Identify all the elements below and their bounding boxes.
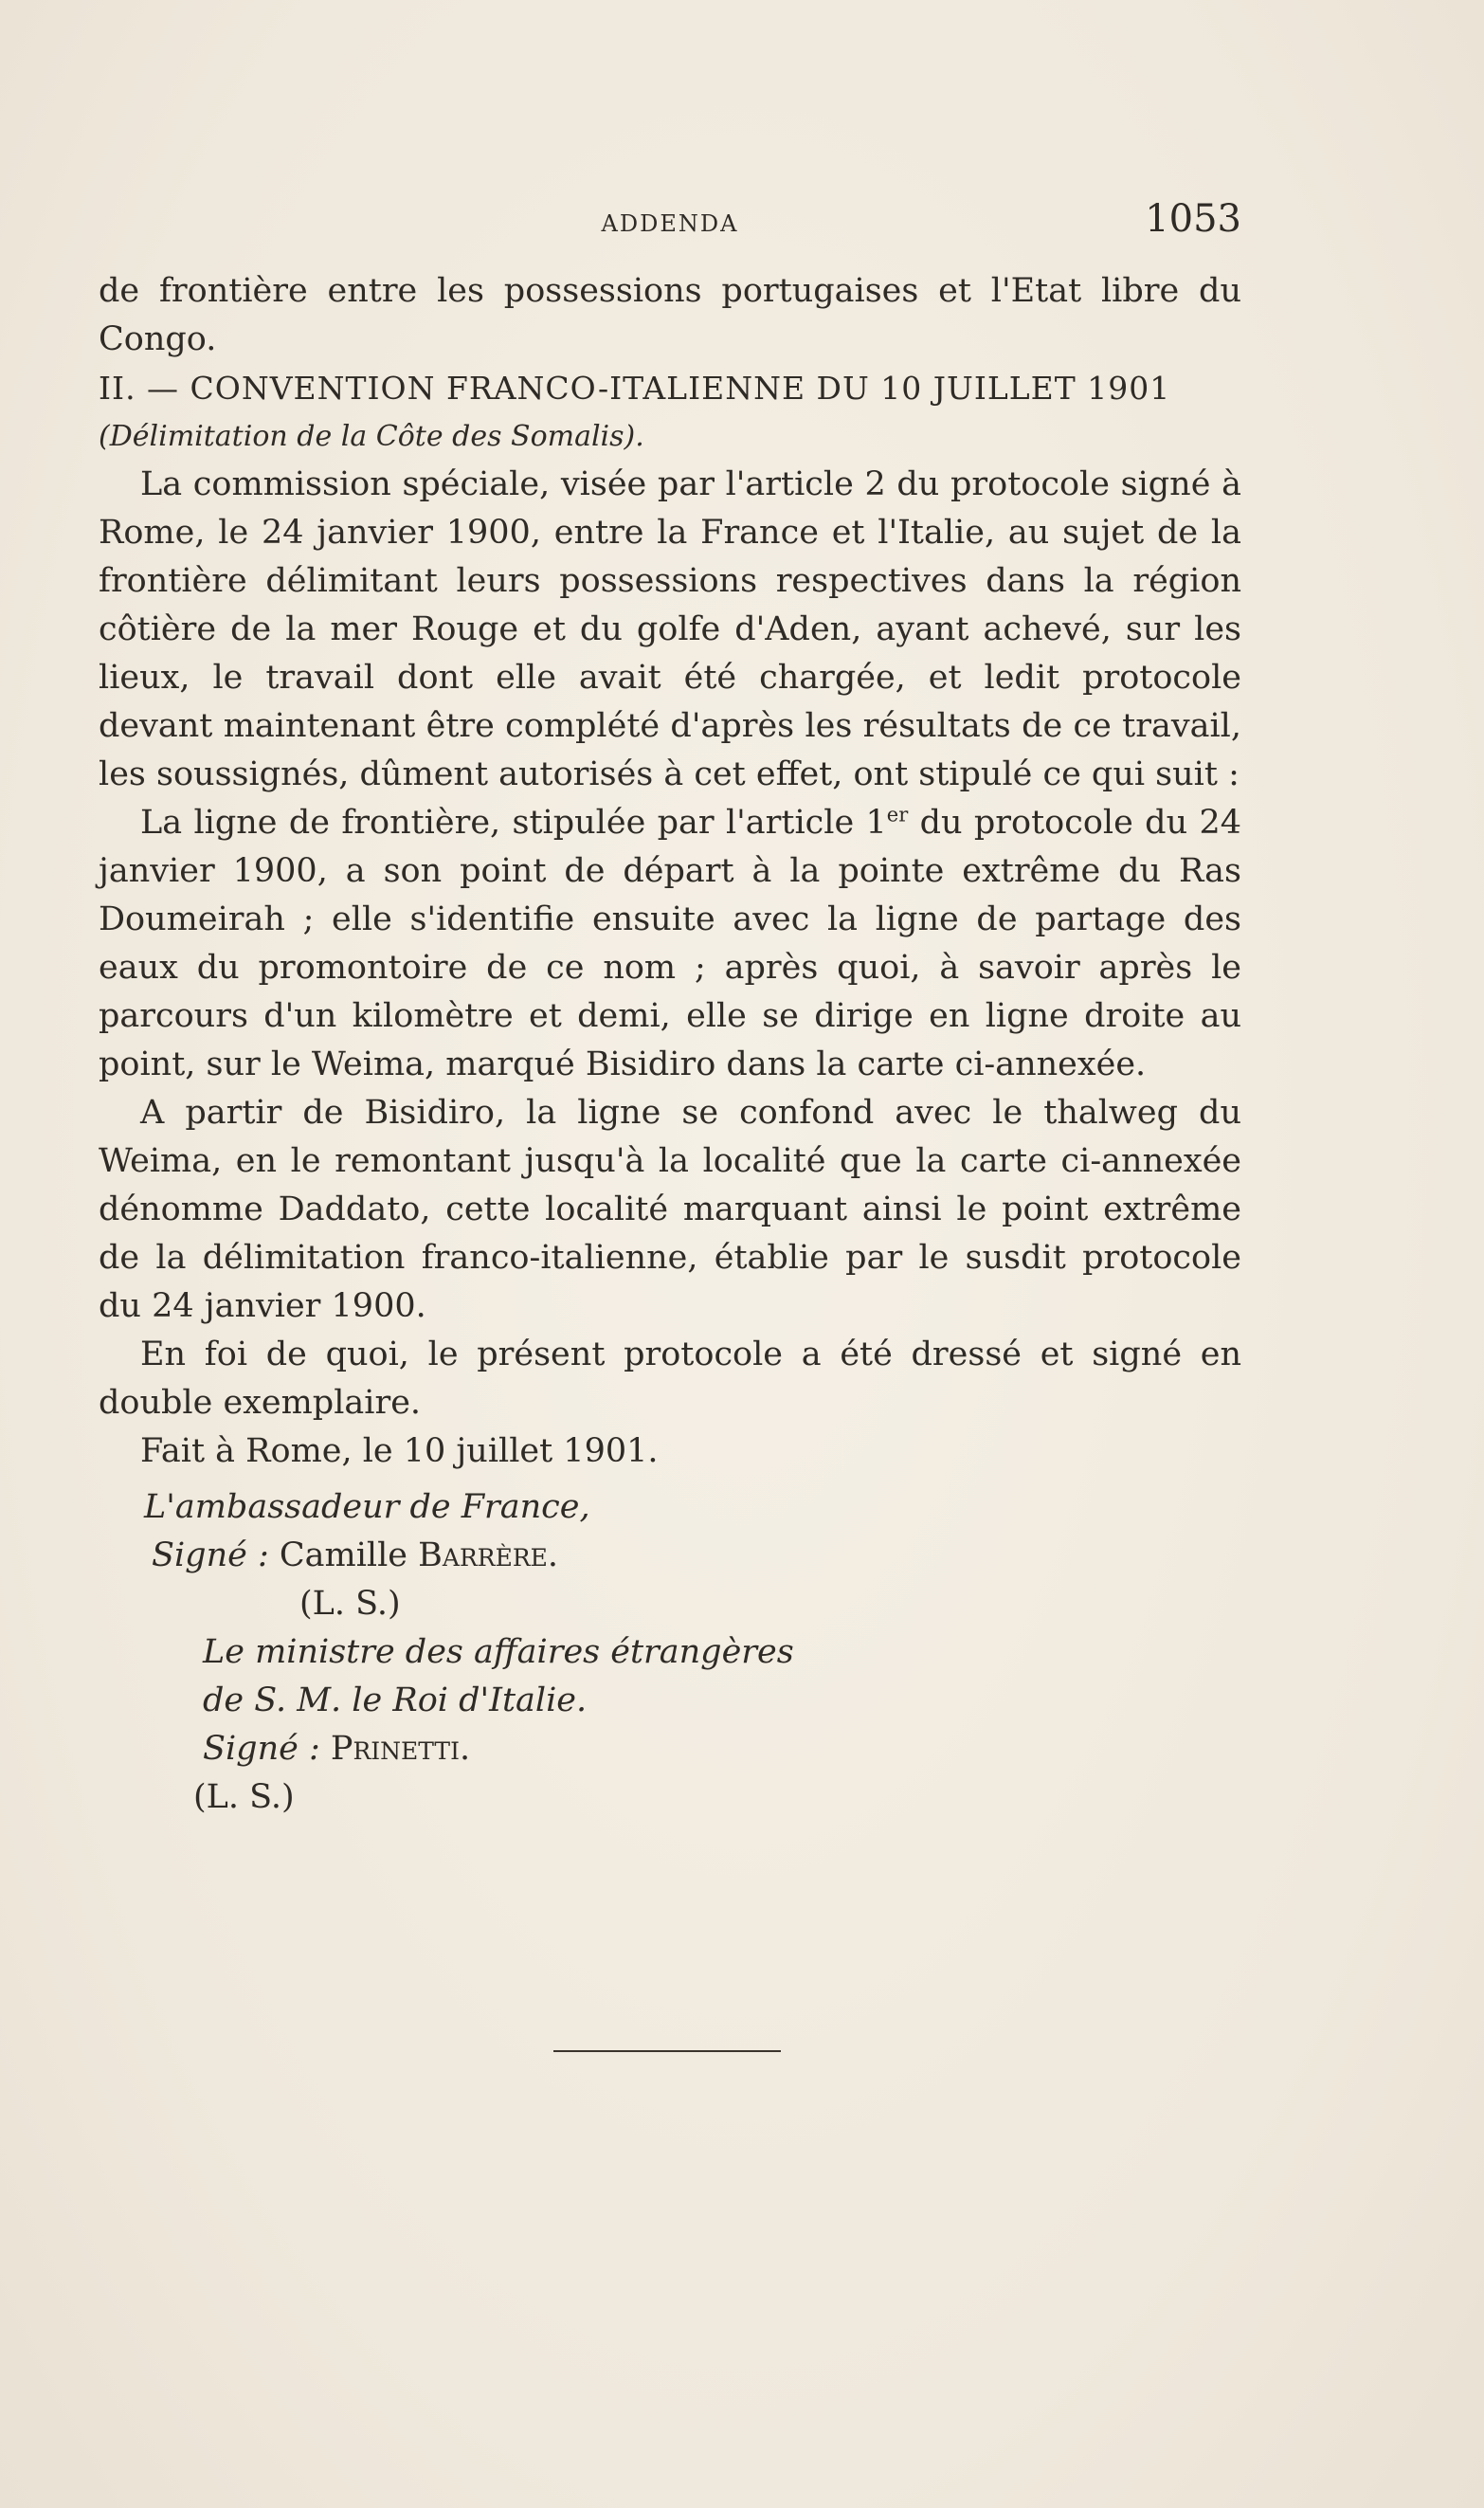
france-signed-label: Signé : — [152, 1536, 269, 1574]
signature-block — [99, 1483, 1241, 1822]
france-signatory-last-name: Barrère. — [418, 1536, 559, 1574]
italy-signatory-name: Prinetti. — [330, 1730, 471, 1768]
italy-seal: (L. S.) — [193, 1778, 295, 1816]
paragraph-bisidiro: A partir de Bisidiro, la ligne se confond avec le thalweg du Weima, en le remontant jusqu'à la localité que la carte ci-annexée dénomme Daddato, cette localité marquant ainsi le point extrême de la délimitation franco-italienne, établie par le susdit protocole du 24 janvier 1900. — [99, 1094, 1241, 1325]
paragraph-frontier-line — [99, 799, 1241, 1089]
document-body — [99, 267, 1241, 1822]
ordinal-superscript: er — [886, 803, 909, 827]
section-heading: II. — CONVENTION FRANCO-ITALIENNE DU 10 JUILLET 1901 — [99, 370, 1171, 407]
end-rule — [553, 2050, 781, 2052]
france-signatory-title: L'ambassadeur de France, — [144, 1488, 590, 1526]
paragraph-frontier-line-before: La ligne de frontière, stipulée par l'article 1 — [140, 804, 887, 842]
paragraph-fait-a-rome: Fait à Rome, le 10 juillet 1901. — [140, 1432, 659, 1470]
france-signature-line — [99, 1532, 1241, 1580]
paragraph-frontier-line-after: du protocole du 24 janvier 1900, a son point de départ à la pointe extrême du Ras Doumeirah ; elle s'identifie ensuite avec la ligne de partage des eaux du promontoire de ce nom ; après quoi, à savoir après le parcours d'un kilomètre et demi, elle se dirige en ligne droite au point, sur le Weima, marqué Bisidiro dans la carte ci-annexée. — [99, 804, 1241, 1083]
section-subheading: (Délimitation de la Côte des Somalis). — [99, 420, 644, 453]
italy-signature-line — [99, 1725, 1241, 1773]
italy-signatory-title: Le ministre des affaires étrangères — [203, 1633, 794, 1671]
paragraph-en-foi: En foi de quoi, le présent protocole a été dressé et signé en double exemplaire. — [99, 1336, 1241, 1422]
france-seal: (L. S.) — [299, 1585, 401, 1623]
running-head: ADDENDA — [601, 210, 739, 237]
continuation-paragraph: de frontière entre les possessions portugaises et l'Etat libre du Congo. — [99, 272, 1241, 358]
italy-signed-label: Signé : — [203, 1730, 320, 1768]
page-header — [99, 197, 1241, 254]
page-number: 1053 — [1145, 197, 1241, 241]
france-signatory-first-name: Camille — [279, 1536, 408, 1574]
paragraph-commission: La commission spéciale, visée par l'article 2 du protocole signé à Rome, le 24 janvier 1900, entre la France et l'Italie, au sujet de la frontière délimitant leurs possessions respectives dans la région côtière de la mer Rouge et du golfe d'Aden, ayant achevé, sur les lieux, le travail dont elle avait été chargée, et ledit protocole devant maintenant être complété d'après les résultats de ce travail, les soussignés, dûment autorisés à cet effet, ont stipulé ce qui suit : — [99, 465, 1241, 793]
italy-signatory-title-line2: de S. M. le Roi d'Italie. — [203, 1681, 588, 1719]
